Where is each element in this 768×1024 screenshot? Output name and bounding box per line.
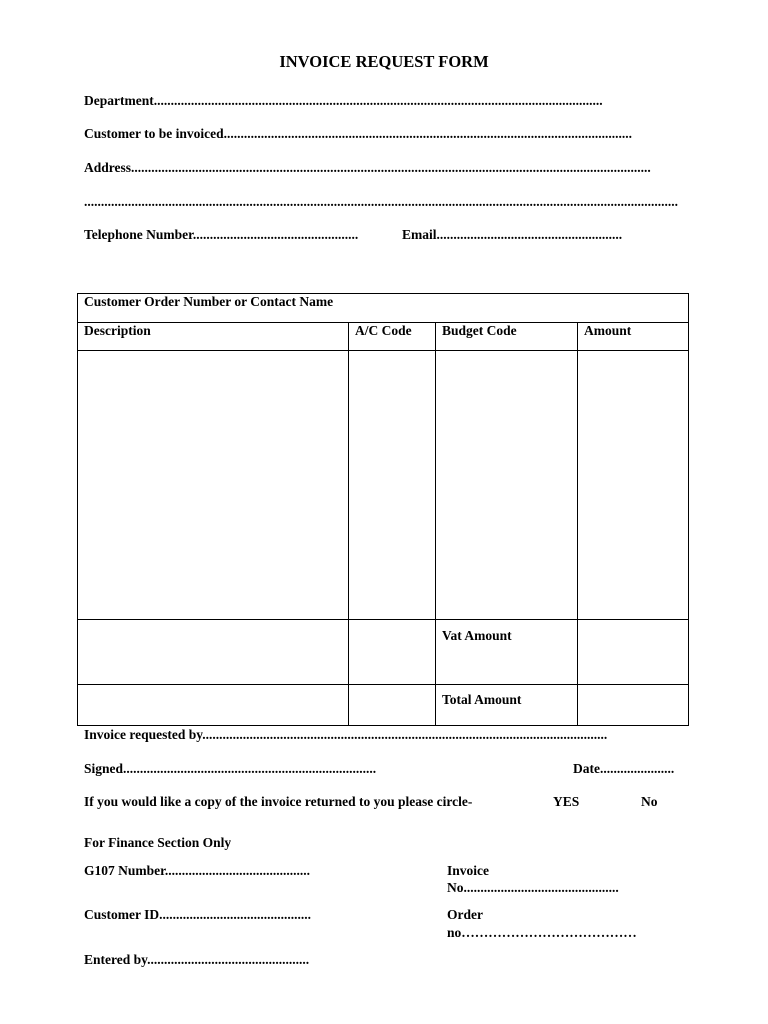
total-amount-label: Total Amount (436, 685, 578, 726)
department-label: Department..................................................................................................................................... (84, 93, 603, 108)
column-header-ac-code: A/C Code (349, 323, 436, 351)
order-no-label-1: Order (447, 907, 483, 922)
address-field[interactable] (84, 160, 688, 176)
email-label: Email....................................................... (402, 227, 623, 242)
customer-id-label: Customer ID............................................. (84, 907, 311, 922)
invoice-no-label-1: Invoice (447, 863, 489, 878)
invoice-no-field[interactable] (447, 880, 619, 896)
address-line-2-field[interactable] (84, 194, 688, 210)
invoice-requested-by-field[interactable] (84, 727, 689, 743)
yes-option[interactable]: YES (553, 794, 580, 809)
department-field[interactable] (84, 93, 688, 109)
description-cell[interactable] (78, 351, 349, 620)
total-blank-cell-2 (349, 685, 436, 726)
customer-to-be-invoiced-field[interactable] (84, 126, 688, 142)
column-header-amount: Amount (578, 323, 689, 351)
finance-section-heading: For Finance Section Only (84, 835, 232, 850)
telephone-field[interactable] (84, 227, 358, 243)
vat-blank-cell-2 (349, 620, 436, 685)
address-line-2: ................................................................................................................................................................................ (84, 194, 678, 209)
signed-label: Signed........................................................................... (84, 761, 377, 776)
amount-cell[interactable] (578, 351, 689, 620)
address-label: Address.......................................................................................................................................................... (84, 160, 651, 175)
telephone-label: Telephone Number................................................. (84, 227, 359, 242)
entered-by-label: Entered by................................................ (84, 952, 310, 967)
email-field[interactable] (402, 227, 622, 243)
customer-order-number-cell[interactable] (78, 294, 689, 323)
invoice-items-table (77, 293, 689, 726)
customer-to-be-invoiced-label: Customer to be invoiced......................................................................................................................... (84, 126, 632, 141)
g107-number-field[interactable] (84, 863, 310, 879)
column-header-budget-code: Budget Code (436, 323, 578, 351)
g107-number-label: G107 Number........................................... (84, 863, 311, 878)
total-amount-cell[interactable] (578, 685, 689, 726)
budget-code-cell[interactable] (436, 351, 578, 620)
vat-amount-cell[interactable] (578, 620, 689, 685)
vat-blank-cell (78, 620, 349, 685)
entered-by-field[interactable] (84, 952, 309, 968)
no-option[interactable]: No (641, 794, 658, 809)
invoice-requested-by-label: Invoice requested by........................................................................................................................ (84, 727, 608, 742)
customer-order-number-label: Customer Order Number or Contact Name (84, 294, 334, 309)
order-no-field[interactable] (447, 925, 637, 941)
copy-question: If you would like a copy of the invoice returned to you please circle- (84, 794, 473, 809)
signed-field[interactable] (84, 761, 376, 777)
ac-code-cell[interactable] (349, 351, 436, 620)
column-header-description: Description (78, 323, 349, 351)
customer-id-field[interactable] (84, 907, 311, 923)
vat-amount-label: Vat Amount (436, 620, 578, 685)
order-no-label-2: no………………………………… (447, 925, 637, 940)
form-title: INVOICE REQUEST FORM (279, 52, 489, 71)
date-label: Date...................... (573, 761, 675, 776)
date-field[interactable] (573, 761, 674, 777)
invoice-no-label-2: No.............................................. (447, 880, 619, 895)
total-blank-cell (78, 685, 349, 726)
